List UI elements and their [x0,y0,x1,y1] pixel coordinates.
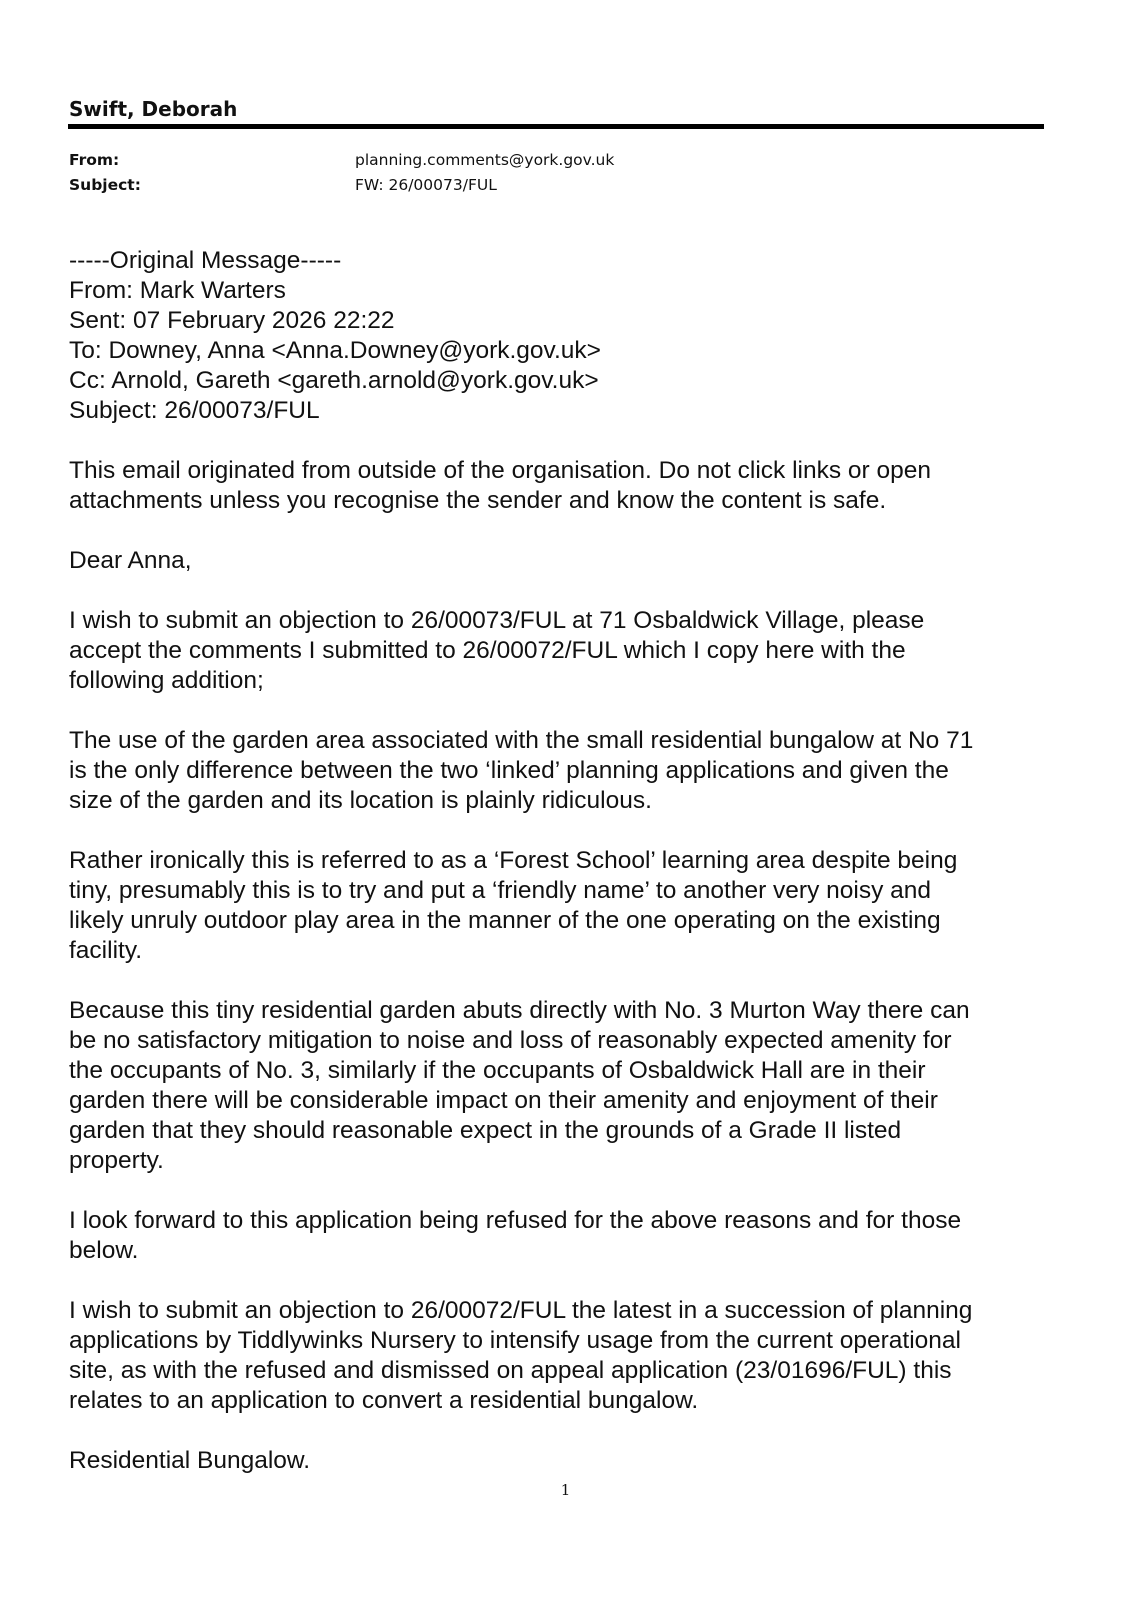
mailbox-owner-name: Swift, Deborah [69,97,238,121]
paragraph-spacer [69,1416,1044,1446]
paragraph-line: garden that they should reasonable expect in the grounds of a Grade II listed [69,1117,902,1144]
paragraph-line: Rather ironically this is referred to as a ‘Forest School’ learning area despite being [69,847,958,874]
paragraph-line: garden there will be considerable impact on their amenity and enjoyment of their [69,1087,938,1114]
paragraph-line: I look forward to this application being refused for the above reasons and for those [69,1207,962,1234]
paragraph-line: below. [69,1237,139,1264]
section-heading: Residential Bungalow. [69,1447,311,1474]
paragraph-spacer [69,1176,1044,1206]
paragraph-line: The use of the garden area associated with the small residential bungalow at No 71 [69,727,974,754]
subject-value: FW: 26/00073/FUL [355,176,497,194]
header-divider [68,124,1044,129]
paragraph-line: be no satisfactory mitigation to noise and loss of reasonably expected amenity for [69,1027,952,1054]
paragraph-spacer [69,696,1044,726]
paragraph-line: attachments unless you recognise the sender and know the content is safe. [69,487,887,514]
paragraph-line: Because this tiny residential garden abuts directly with No. 3 Murton Way there can [69,997,970,1024]
original-sent: Sent: 07 February 2026 22:22 [69,307,395,334]
paragraph-line: the occupants of No. 3, similarly if the occupants of Osbaldwick Hall are in their [69,1057,926,1084]
garden-use-paragraph [69,726,1044,816]
external-warning-paragraph [69,456,1044,516]
paragraph-line: property. [69,1147,164,1174]
objection-intro-paragraph [69,606,1044,696]
paragraph-line: I wish to submit an objection to 26/00073/FUL at 71 Osbaldwick Village, please [69,607,925,634]
original-cc: Cc: Arnold, Gareth <gareth.arnold@york.gov.uk> [69,367,599,394]
paragraph-line: size of the garden and its location is plainly ridiculous. [69,787,652,814]
paragraph-spacer [69,516,1044,546]
paragraph-spacer [69,576,1044,606]
forest-school-paragraph [69,846,1044,966]
paragraph-line: Dear Anna, [69,547,192,574]
section-heading-paragraph [69,1446,1044,1476]
paragraph-line: I wish to submit an objection to 26/00072/FUL the latest in a succession of planning [69,1297,973,1324]
refusal-request-paragraph [69,1206,1044,1266]
paragraph-line: tiny, presumably this is to try and put a ‘friendly name’ to another very noisy and [69,877,932,904]
page-number: 1 [560,1481,571,1499]
paragraph-line: applications by Tiddlywinks Nursery to intensify usage from the current operational [69,1327,961,1354]
greeting-paragraph [69,546,1044,576]
paragraph-spacer [69,1266,1044,1296]
original-from: From: Mark Warters [69,277,286,304]
subject-label: Subject: [69,176,141,194]
paragraph-line: site, as with the refused and dismissed on appeal application (23/01696/FUL) this [69,1357,952,1384]
original-to: To: Downey, Anna <Anna.Downey@york.gov.uk> [69,337,601,364]
amenity-impact-paragraph [69,996,1044,1176]
paragraph-line: This email originated from outside of the organisation. Do not click links or open [69,457,932,484]
paragraph-line: accept the comments I submitted to 26/00072/FUL which I copy here with the [69,637,906,664]
paragraph-line: relates to an application to convert a residential bungalow. [69,1387,699,1414]
original-subject: Subject: 26/00073/FUL [69,397,320,424]
paragraph-spacer [69,426,1044,456]
paragraph-line: following addition; [69,667,264,694]
paragraph-line: facility. [69,937,143,964]
paragraph-line: likely unruly outdoor play area in the manner of the one operating on the existing [69,907,941,934]
from-value: planning.comments@york.gov.uk [355,151,615,169]
from-label: From: [69,151,120,169]
paragraph-line: is the only difference between the two ‘linked’ planning applications and given the [69,757,949,784]
prior-objection-paragraph [69,1296,1044,1416]
paragraph-spacer [69,816,1044,846]
email-body [69,246,1044,1476]
paragraph-spacer [69,966,1044,996]
original-message-marker: -----Original Message----- [69,247,342,274]
